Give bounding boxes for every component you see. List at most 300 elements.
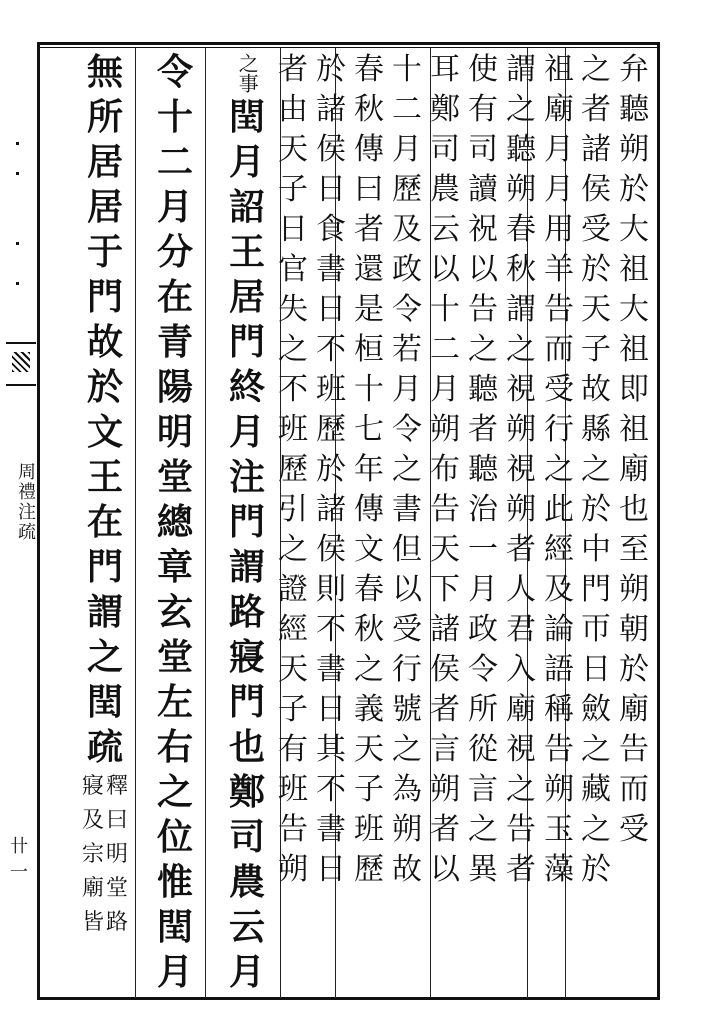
column-char: 朝 <box>619 612 649 647</box>
column-char: 從 <box>468 732 498 767</box>
column-char: 章 <box>156 546 193 588</box>
column-char: 下 <box>430 572 460 607</box>
column-char: 君 <box>506 612 536 647</box>
column-char: 受 <box>392 612 422 647</box>
column-char: 之 <box>278 532 308 567</box>
column-char: 者 <box>354 212 384 247</box>
column-char: 斂 <box>581 692 611 727</box>
text-column <box>150 50 200 995</box>
column-char: 言 <box>430 732 460 767</box>
column-char: 朔 <box>392 812 422 847</box>
column-char: 所 <box>468 692 498 727</box>
note-char: 釋 <box>106 774 129 799</box>
column-char: 終 <box>228 366 265 408</box>
column-char: 弁 <box>619 52 649 87</box>
column-char: 門 <box>86 546 123 588</box>
column-char: 春 <box>354 572 384 607</box>
column-char: 號 <box>392 692 422 727</box>
column-char: 書 <box>392 492 422 527</box>
column-char: 之 <box>86 636 123 678</box>
column-char: 班 <box>354 812 384 847</box>
column-char: 月 <box>544 172 574 207</box>
column-char: 於 <box>619 652 649 687</box>
column-char: 日 <box>316 292 346 327</box>
column-char: 布 <box>430 452 460 487</box>
column-char: 農 <box>430 172 460 207</box>
column-char: 閏 <box>156 906 193 948</box>
column-char: 以 <box>430 252 460 287</box>
page-margin <box>0 42 40 1000</box>
column-char: 祖 <box>619 252 649 287</box>
column-char: 稱 <box>544 692 574 727</box>
column-char: 門 <box>86 276 123 318</box>
column-char: 寢 <box>228 636 265 678</box>
column-char: 書 <box>316 252 346 287</box>
column-char: 月 <box>156 951 193 993</box>
column-char: 是 <box>354 292 384 327</box>
column-char: 令 <box>156 51 193 93</box>
column-char: 不 <box>278 372 308 407</box>
column-char: 告 <box>278 812 308 847</box>
column-char: 藏 <box>581 772 611 807</box>
column-char: 之 <box>468 332 498 367</box>
column-char: 居 <box>86 141 123 183</box>
column-char: 廟 <box>506 692 536 727</box>
column-char: 桓 <box>354 332 384 367</box>
column-char: 聽 <box>468 452 498 487</box>
column-char: 月 <box>544 132 574 167</box>
column-char: 門 <box>228 681 265 723</box>
column-char: 故 <box>581 372 611 407</box>
column-char: 子 <box>354 772 384 807</box>
column-char: 侯 <box>581 172 611 207</box>
column-char: 異 <box>468 852 498 887</box>
column-char: 位 <box>156 816 193 858</box>
column-char: 縣 <box>581 412 611 447</box>
column-char: 朔 <box>544 772 574 807</box>
column-char: 羊 <box>544 252 574 287</box>
column-char: 司 <box>430 132 460 167</box>
column-char: 告 <box>506 812 536 847</box>
text-column <box>80 50 130 940</box>
column-char: 朔 <box>506 172 536 207</box>
column-char: 之 <box>278 332 308 367</box>
column-char: 人 <box>506 572 536 607</box>
column-char: 司 <box>468 132 498 167</box>
column-char: 陽 <box>156 366 193 408</box>
column-char: 官 <box>278 252 308 287</box>
column-char: 歷 <box>392 172 422 207</box>
column-prefix: 之事 <box>235 52 260 93</box>
column-char: 於 <box>316 452 346 487</box>
column-char: 班 <box>278 772 308 807</box>
column-char: 廟 <box>619 452 649 487</box>
text-column <box>427 50 463 890</box>
column-char: 堂 <box>156 456 193 498</box>
column-char: 以 <box>392 572 422 607</box>
column-char: 若 <box>392 332 422 367</box>
column-char: 分 <box>156 231 193 273</box>
column-char: 秋 <box>506 252 536 287</box>
column-char: 之 <box>544 452 574 487</box>
column-char: 者 <box>581 92 611 127</box>
column-char: 為 <box>392 772 422 807</box>
double-line-note <box>82 770 128 940</box>
column-char: 二 <box>430 332 460 367</box>
column-char: 云 <box>228 906 265 948</box>
column-char: 祖 <box>619 332 649 367</box>
column-char: 在 <box>156 276 193 318</box>
column-char: 告 <box>619 732 649 767</box>
text-column <box>351 50 387 890</box>
column-char: 之 <box>506 332 536 367</box>
text-column <box>578 50 614 890</box>
column-char: 有 <box>468 92 498 127</box>
column-char: 總 <box>156 501 193 543</box>
column-char: 告 <box>544 292 574 327</box>
column-char: 侯 <box>430 652 460 687</box>
column-char: 諸 <box>316 92 346 127</box>
text-column <box>616 50 652 850</box>
column-char: 門 <box>228 321 265 363</box>
column-char: 經 <box>278 612 308 647</box>
margin-mark <box>16 172 19 175</box>
column-char: 帀 <box>581 612 611 647</box>
column-char: 傳 <box>354 132 384 167</box>
column-char: 月 <box>156 186 193 228</box>
column-char: 受 <box>619 812 649 847</box>
column-char: 則 <box>316 572 346 607</box>
column-char: 故 <box>392 852 422 887</box>
column-char: 書 <box>316 812 346 847</box>
column-char: 一 <box>468 532 498 567</box>
column-char: 十 <box>156 96 193 138</box>
column-char: 二 <box>392 92 422 127</box>
column-char: 者 <box>430 692 460 727</box>
column-char: 傳 <box>354 492 384 527</box>
column-char: 不 <box>316 332 346 367</box>
column-char: 治 <box>468 492 498 527</box>
column-char: 者 <box>506 852 536 887</box>
column-char: 之 <box>354 652 384 687</box>
column-char: 行 <box>392 652 422 687</box>
column-char: 以 <box>468 252 498 287</box>
column-char: 故 <box>86 321 123 363</box>
column-char: 門 <box>228 501 265 543</box>
column-char: 告 <box>468 292 498 327</box>
column-char: 月 <box>228 411 265 453</box>
column-char: 之 <box>506 92 536 127</box>
column-char: 謂 <box>506 292 536 327</box>
column-char: 告 <box>430 492 460 527</box>
column-char: 文 <box>86 411 123 453</box>
column-char: 政 <box>392 252 422 287</box>
column-char: 告 <box>544 732 574 767</box>
column-char: 失 <box>278 292 308 327</box>
column-char: 十 <box>430 292 460 327</box>
column-char: 天 <box>430 532 460 567</box>
column-char: 讀 <box>468 172 498 207</box>
column-char: 王 <box>228 231 265 273</box>
column-char: 語 <box>544 652 574 687</box>
column-char: 七 <box>354 412 384 447</box>
column-char: 玉 <box>544 812 574 847</box>
column-char: 居 <box>228 276 265 318</box>
note-char: 路 <box>106 910 129 935</box>
column-char: 鄭 <box>228 771 265 813</box>
column-char: 于 <box>86 231 123 273</box>
column-char: 引 <box>278 492 308 527</box>
column-char: 天 <box>581 292 611 327</box>
column-char: 朔 <box>278 852 308 887</box>
column-char: 居 <box>86 186 123 228</box>
column-char: 由 <box>278 92 308 127</box>
column-char: 日 <box>581 652 611 687</box>
text-column <box>313 50 349 890</box>
column-char: 其 <box>316 732 346 767</box>
column-char: 廟 <box>544 92 574 127</box>
column-char: 朔 <box>619 132 649 167</box>
column-char: 春 <box>506 212 536 247</box>
page-number: 卄一 <box>10 836 28 883</box>
column-char: 而 <box>544 332 574 367</box>
text-column <box>503 50 539 890</box>
column-char: 令 <box>392 412 422 447</box>
column-char: 月 <box>228 951 265 993</box>
column-char: 子 <box>581 332 611 367</box>
book-title: 周禮注疏 <box>15 462 36 542</box>
column-char: 及 <box>392 212 422 247</box>
column-char: 司 <box>228 816 265 858</box>
column-char: 有 <box>278 732 308 767</box>
column-char: 門 <box>581 572 611 607</box>
column-char: 玄 <box>156 591 193 633</box>
column-char: 之 <box>581 452 611 487</box>
column-char: 中 <box>581 532 611 567</box>
column-char: 農 <box>228 861 265 903</box>
column-char: 者 <box>278 52 308 87</box>
column-char: 日 <box>316 692 346 727</box>
column-char: 路 <box>228 591 265 633</box>
column-char: 二 <box>156 141 193 183</box>
column-char: 者 <box>468 412 498 447</box>
column-char: 政 <box>468 612 498 647</box>
note-char: 堂 <box>106 876 129 901</box>
column-char: 使 <box>468 52 498 87</box>
column-char: 受 <box>544 372 574 407</box>
column-char: 朔 <box>506 412 536 447</box>
column-char: 令 <box>468 652 498 687</box>
column-char: 於 <box>581 252 611 287</box>
column-char: 之 <box>392 452 422 487</box>
column-char: 之 <box>581 52 611 87</box>
note-char: 寢 <box>81 774 104 799</box>
margin-mark <box>16 142 19 145</box>
column-char: 日 <box>316 172 346 207</box>
column-char: 春 <box>354 52 384 87</box>
column-char: 之 <box>468 812 498 847</box>
column-char: 十 <box>354 372 384 407</box>
column-char: 在 <box>86 501 123 543</box>
text-column <box>541 50 577 890</box>
column-rule <box>205 48 206 998</box>
column-char: 入 <box>506 652 536 687</box>
column-char: 年 <box>354 452 384 487</box>
column-char: 子 <box>278 172 308 207</box>
column-char: 書 <box>316 652 346 687</box>
column-char: 文 <box>354 532 384 567</box>
column-char: 無 <box>86 51 123 93</box>
column-char: 用 <box>544 212 574 247</box>
column-char: 不 <box>316 772 346 807</box>
column-char: 月 <box>392 372 422 407</box>
note-char: 明 <box>106 842 129 867</box>
column-char: 注 <box>228 456 265 498</box>
column-char: 謂 <box>86 591 123 633</box>
column-char: 於 <box>581 492 611 527</box>
column-char: 但 <box>392 532 422 567</box>
column-char: 十 <box>392 52 422 87</box>
column-char: 大 <box>619 212 649 247</box>
column-char: 謂 <box>228 546 265 588</box>
text-column <box>222 50 272 995</box>
column-char: 之 <box>506 772 536 807</box>
column-char: 曰 <box>354 172 384 207</box>
column-char: 侯 <box>316 132 346 167</box>
column-char: 視 <box>506 452 536 487</box>
text-column <box>465 50 501 890</box>
column-char: 謂 <box>506 52 536 87</box>
column-char: 聽 <box>506 132 536 167</box>
column-char: 堂 <box>156 636 193 678</box>
column-char: 大 <box>619 292 649 327</box>
column-char: 即 <box>619 372 649 407</box>
column-char: 諸 <box>316 492 346 527</box>
column-char: 朔 <box>430 412 460 447</box>
column-char: 之 <box>581 812 611 847</box>
column-char: 秋 <box>354 92 384 127</box>
column-char: 論 <box>544 612 574 647</box>
column-char: 朔 <box>506 492 536 527</box>
column-char: 還 <box>354 252 384 287</box>
column-char: 子 <box>278 692 308 727</box>
column-char: 證 <box>278 572 308 607</box>
column-char: 月 <box>468 572 498 607</box>
column-char: 藻 <box>544 852 574 887</box>
column-char: 月 <box>392 132 422 167</box>
column-char: 者 <box>430 812 460 847</box>
column-char: 月 <box>228 141 265 183</box>
column-char: 於 <box>316 52 346 87</box>
column-char: 天 <box>354 732 384 767</box>
note-char: 皆 <box>81 910 104 935</box>
column-char: 惟 <box>156 861 193 903</box>
column-char: 祖 <box>619 412 649 447</box>
note-char: 宗 <box>81 842 104 867</box>
column-char: 行 <box>544 412 574 447</box>
column-char: 青 <box>156 321 193 363</box>
column-char: 言 <box>468 772 498 807</box>
column-char: 班 <box>278 412 308 447</box>
column-char: 聽 <box>619 92 649 127</box>
text-column <box>389 50 425 890</box>
column-char: 云 <box>430 212 460 247</box>
column-char: 也 <box>619 492 649 527</box>
column-char: 義 <box>354 692 384 727</box>
column-char: 至 <box>619 532 649 567</box>
column-char: 歷 <box>316 412 346 447</box>
column-rule <box>135 48 136 998</box>
column-char: 閏 <box>86 681 123 723</box>
column-char: 者 <box>506 532 536 567</box>
column-char: 之 <box>581 732 611 767</box>
column-char: 食 <box>316 212 346 247</box>
column-char: 視 <box>506 732 536 767</box>
column-char: 歷 <box>354 852 384 887</box>
column-char: 祖 <box>544 52 574 87</box>
column-char: 天 <box>278 652 308 687</box>
column-char: 廟 <box>619 692 649 727</box>
column-char: 而 <box>619 772 649 807</box>
column-char: 及 <box>544 572 574 607</box>
margin-mark <box>16 282 19 285</box>
column-char: 受 <box>581 212 611 247</box>
column-char: 祝 <box>468 212 498 247</box>
column-char: 不 <box>316 612 346 647</box>
column-char: 也 <box>228 726 265 768</box>
column-char: 明 <box>156 411 193 453</box>
fishtail-ornament <box>6 342 36 386</box>
column-char: 聽 <box>468 372 498 407</box>
column-char: 侯 <box>316 532 346 567</box>
column-char: 之 <box>156 771 193 813</box>
column-char: 於 <box>581 852 611 887</box>
column-char: 王 <box>86 456 123 498</box>
column-char: 日 <box>316 852 346 887</box>
column-char: 天 <box>278 132 308 167</box>
column-char: 鄭 <box>430 92 460 127</box>
column-char: 令 <box>392 292 422 327</box>
column-char: 班 <box>316 372 346 407</box>
column-char: 左 <box>156 681 193 723</box>
column-char: 諸 <box>581 132 611 167</box>
column-char: 閏 <box>228 96 265 138</box>
column-char: 所 <box>86 96 123 138</box>
column-char: 以 <box>430 852 460 887</box>
column-char: 於 <box>86 366 123 408</box>
column-char: 此 <box>544 492 574 527</box>
column-char: 朔 <box>430 772 460 807</box>
column-char: 耳 <box>430 52 460 87</box>
column-char: 秋 <box>354 612 384 647</box>
column-char: 朔 <box>619 572 649 607</box>
column-char: 詔 <box>228 186 265 228</box>
column-char: 歷 <box>278 452 308 487</box>
column-char: 疏 <box>86 726 123 768</box>
column-char: 日 <box>278 212 308 247</box>
column-char: 月 <box>430 372 460 407</box>
column-char: 經 <box>544 532 574 567</box>
note-char: 廟 <box>81 876 104 901</box>
margin-mark <box>16 242 19 245</box>
column-char: 右 <box>156 726 193 768</box>
note-char: 及 <box>81 808 104 833</box>
column-char: 於 <box>619 172 649 207</box>
column-char: 視 <box>506 372 536 407</box>
column-char: 諸 <box>430 612 460 647</box>
note-char: 曰 <box>106 808 129 833</box>
text-column <box>275 50 311 890</box>
